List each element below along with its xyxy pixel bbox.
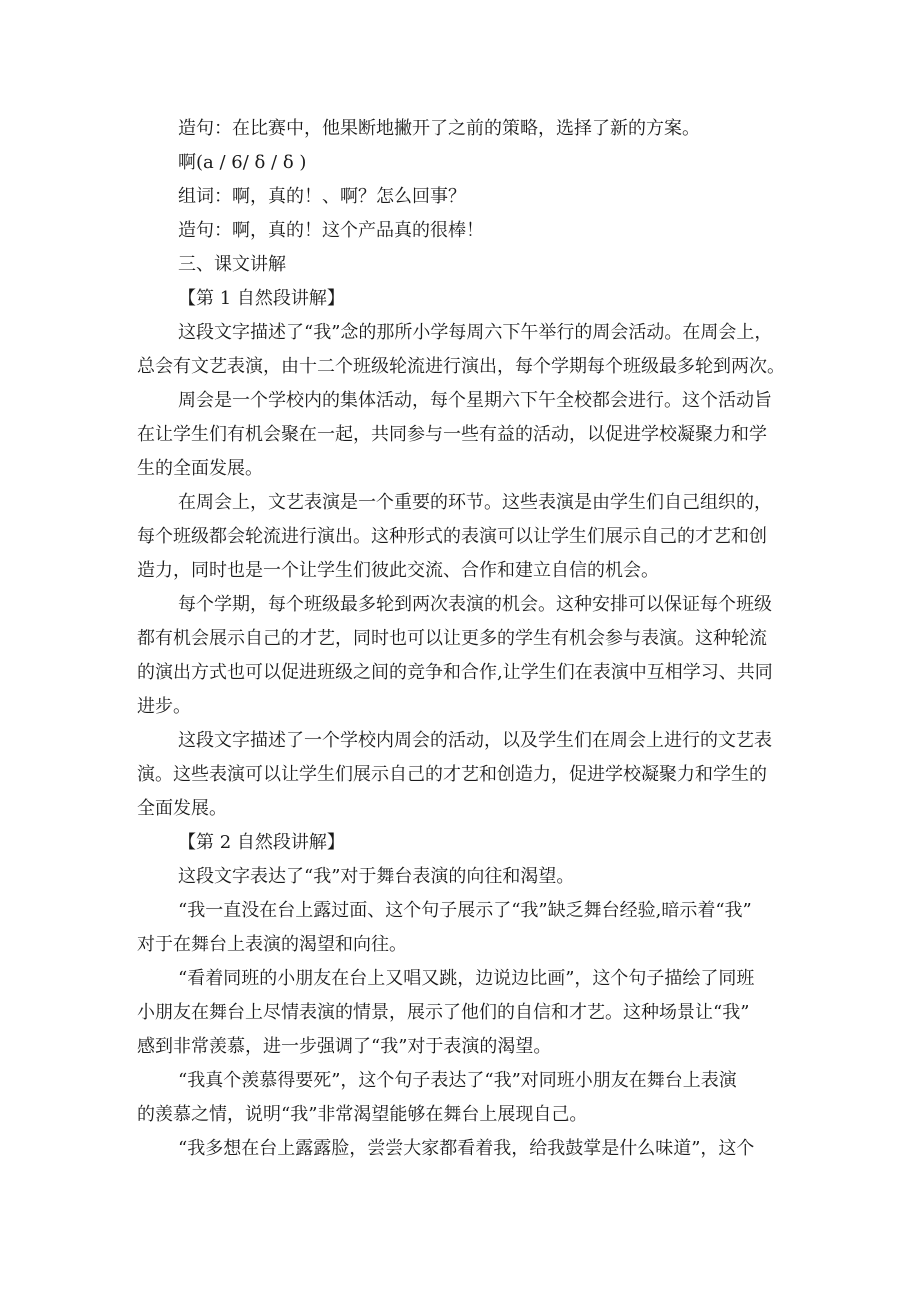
paragraph-weekly-assembly bbox=[137, 384, 797, 486]
paragraph-1-heading: 【第 1 自然段讲解】 bbox=[178, 288, 345, 309]
text-line: 每个班级都会轮流进行演出。这种形式的表演可以让学生们展示自己的才艺和创 bbox=[137, 526, 767, 547]
text-line: 生的全面发展。 bbox=[137, 458, 263, 479]
paragraph-envy bbox=[137, 1064, 797, 1132]
paragraph-rotation bbox=[137, 588, 797, 724]
text-line: “我一直没在台上露过面、这个句子展示了“我”缺乏舞台经验,暗示着“我” bbox=[178, 900, 752, 921]
text-line: 这段文字描述了一个学校内周会的活动，以及学生们在周会上进行的文艺表 bbox=[178, 730, 772, 751]
text-line: 周会是一个学校内的集体活动，每个星期六下午全校都会进行。这个活动旨 bbox=[178, 390, 772, 411]
text-line: 对于在舞台上表演的渴望和向往。 bbox=[137, 934, 407, 955]
text-line: 在周会上，文艺表演是一个重要的环节。这些表演是由学生们自己组织的， bbox=[178, 492, 772, 513]
paragraph-performances bbox=[137, 486, 797, 588]
text-line: “我真个羡慕得要死”，这个句子表达了“我”对同班小朋友在舞台上表演 bbox=[178, 1070, 737, 1091]
text-line: 感到非常羡慕，进一步强调了“我”对于表演的渴望。 bbox=[137, 1036, 552, 1057]
paragraph-1-conclusion bbox=[137, 724, 797, 826]
text-line: 全面发展。 bbox=[137, 798, 227, 819]
paragraph-no-stage-experience bbox=[137, 894, 797, 962]
text-line: 这段文字描述了“我”念的那所小学每周六下午举行的周会活动。在周会上， bbox=[178, 322, 773, 343]
paragraph-1-summary bbox=[137, 316, 797, 384]
text-line: 的羡慕之情，说明“我”非常渴望能够在舞台上展现自己。 bbox=[137, 1104, 588, 1125]
text-line: 进步。 bbox=[137, 696, 191, 717]
example-sentence-line: 造句：在比赛中，他果断地撇开了之前的策略，选择了新的方案。 bbox=[178, 118, 700, 139]
document-page bbox=[137, 112, 797, 1166]
text-line: 总会有文艺表演，由十二个班级轮流进行演出，每个学期每个班级最多轮到两次。 bbox=[137, 356, 785, 377]
text-line: 演。这些表演可以让学生们展示自己的才艺和创造力，促进学校凝聚力和学生的 bbox=[137, 764, 767, 785]
text-line: “看着同班的小朋友在台上又唱又跳，边说边比画”，这个句子描绘了同班 bbox=[178, 968, 755, 989]
text-line: 小朋友在舞台上尽情表演的情景，展示了他们的自信和才艺。这种场景让“我” bbox=[137, 1002, 750, 1023]
paragraph-classmates-performing bbox=[137, 962, 797, 1064]
text-line: 都有机会展示自己的才艺，同时也可以让更多的学生有机会参与表演。这种轮流 bbox=[137, 628, 767, 649]
paragraph-wish-to-perform bbox=[137, 1132, 797, 1166]
paragraph-2-intro: 这段文字表达了“我”对于舞台表演的向往和渴望。 bbox=[178, 866, 575, 887]
word-group-line: 组词：啊，真的！、啊？怎么回事？ bbox=[178, 186, 466, 207]
text-line: “我多想在台上露露脸，尝尝大家都看着我，给我鼓掌是什么味道”，这个 bbox=[178, 1138, 755, 1159]
text-line: 每个学期，每个班级最多轮到两次表演的机会。这种安排可以保证每个班级 bbox=[178, 594, 772, 615]
example-sentence-line-2: 造句：啊，真的！这个产品真的很棒！ bbox=[178, 220, 484, 241]
paragraph-2-heading: 【第 2 自然段讲解】 bbox=[178, 832, 345, 853]
character-pinyin-line: 啊(a / 6/ δ / δ ) bbox=[178, 152, 307, 173]
text-line: 的演出方式也可以促进班级之间的竞争和合作,让学生们在表演中互相学习、共同 bbox=[137, 662, 773, 683]
section-heading-text-explanation: 三、课文讲解 bbox=[178, 254, 286, 275]
text-line: 在让学生们有机会聚在一起，共同参与一些有益的活动，以促进学校凝聚力和学 bbox=[137, 424, 767, 445]
text-line: 造力，同时也是一个让学生们彼此交流、合作和建立自信的机会。 bbox=[137, 560, 659, 581]
